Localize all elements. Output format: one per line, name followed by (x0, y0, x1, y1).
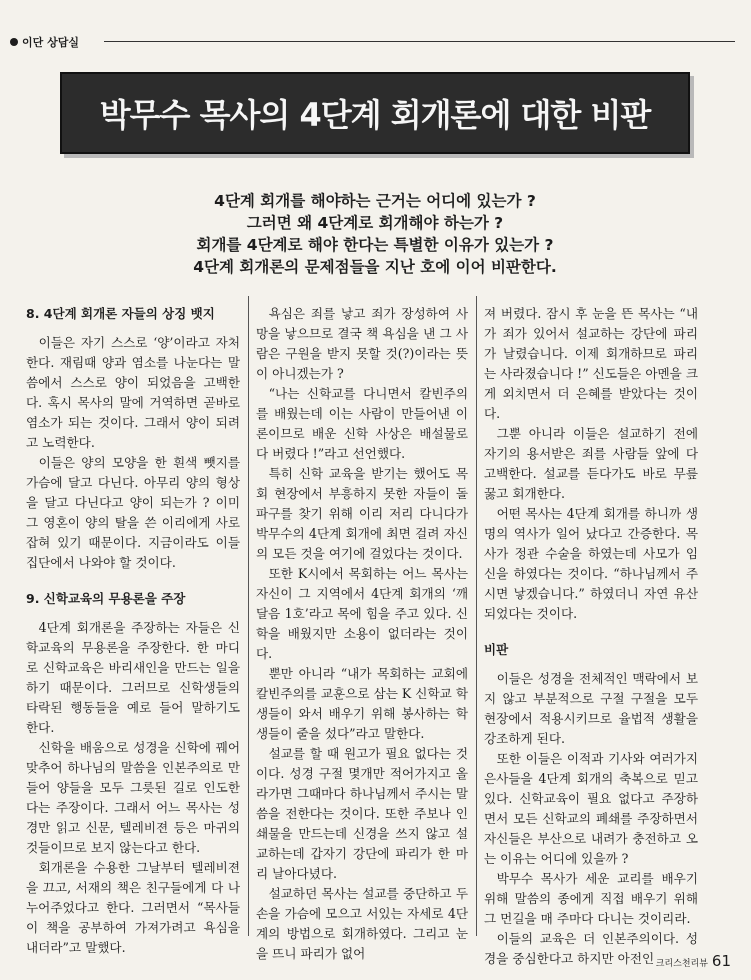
column-divider (248, 296, 249, 936)
title-banner (60, 72, 690, 154)
magazine-name: 크리스천리뷰 (655, 959, 708, 969)
paragraph: 이들은 자기 스스로 ‘양’이라고 자처한다. 재림때 양과 염소를 나눈다는 말씀에서 스스로 양이 되었음을 고백한다. 혹시 목사의 말에 거역하면 곧바로 염소가 되는 것이다. 그래서 양이 되려고 노력한다. (26, 335, 240, 450)
paragraph: 또한 K시에서 목회하는 어느 목사는 자신이 그 지역에서 4단계 회개의 ‘깨달음 1호’라고 목에 힘을 주고 있다. 신학을 배웠지만 소용이 없더라는 것이다. (256, 566, 468, 661)
paragraph: 회개론을 수용한 그날부터 텔레비젼을 끄고, 서재의 책은 친구들에게 다 나누어주었다고 한다. 그러면서 “목사들이 책을 공부하여 가져가려고 욕심을 내더라”고 말했다. (26, 860, 240, 955)
paragraph: 이들은 양의 모양을 한 흰색 뺏지를 가슴에 달고 다닌다. 아무리 양의 형상을 달고 다닌다고 양이 되는가 ? 이미 그 영혼이 양의 탈을 쓴 이리에게 사로잡혀 있기 때문이다. 지금이라도 이들 집단에서 나와야 할 것이다. (26, 455, 240, 570)
article-title: 박무수 목사의 4단계 회개론에 대한 비판 (99, 96, 651, 134)
subheading: 비판 (484, 642, 509, 657)
paragraph: 또한 이들은 이적과 기사와 여러가지 은사들을 4단계 회개의 축복으로 믿고 있다. 신학교육이 필요 없다고 주장하면서 모든 신학교의 폐쇄를 주장하면서 자신들은 부산으로 내려가 충전하고 오는 이유는 어디에 있을까 ? (484, 751, 698, 866)
paragraph: 설교를 할 때 원고가 필요 없다는 것이다. 성경 구절 몇개만 적어가지고 올라가면 그때마다 하나님께서 주시는 말씀을 전한다는 것이다. 또한 주보나 인쇄물을 만드는데 신경을 쓰지 않고 설교하는데 갑자기 강단에 파리가 한 마리 날아다녔다. (256, 746, 468, 881)
column-2 (256, 304, 468, 961)
bullet-icon (10, 38, 18, 46)
intro-line: 그러면 왜 4단계로 회개해야 하는가 ? (246, 214, 504, 232)
paragraph: 설교하던 목사는 설교를 중단하고 두 손을 가슴에 모으고 서있는 자세로 4단계의 방법으로 회개하였다. 그리고 눈을 뜨니 파리가 없어 (256, 886, 468, 961)
paragraph: “나는 신학교를 다니면서 칼빈주의를 배웠는데 이는 사람이 만들어낸 이론이므로 배운 신학 사상은 배설물로 다 버렸다 !”라고 선언했다. (256, 386, 468, 461)
paragraph: 져 버렸다. 잠시 후 눈을 뜬 목사는 “내가 죄가 있어서 설교하는 강단에 파리가 날렸습니다. 이제 회개하므로 파리는 사라졌습니다 !” 신도들은 아멘을 크게 외치면서 더 은혜를 받았다는 것이다. (484, 306, 698, 421)
subheading: 8. 4단계 회개론 자들의 상징 뱃지 (26, 306, 215, 321)
page-number: 61 (711, 952, 731, 970)
page-footer (656, 952, 731, 970)
section-label (10, 34, 79, 50)
paragraph: 박무수 목사가 세운 교리를 배우기 위해 말씀의 종에게 직접 배우기 위해 그 먼길을 매 주마다 다니는 것이리라. (484, 871, 698, 926)
paragraph: 그뿐 아니라 이들은 설교하기 전에 자기의 용서받은 죄를 사람들 앞에 다 고백한다. 설교를 듣다가도 바로 무릎꿇고 회개한다. (484, 426, 698, 501)
column-1 (26, 304, 240, 955)
paragraph: 신학을 배움으로 성경을 신학에 꿰어 맞추어 하나님의 말씀을 인본주의로 만들어 양들을 모두 그릇된 길로 인도한다는 주장이다. 그래서 어느 목사는 성경만 읽고 신문, 텔레비젼 등은 마귀의 것들이므로 보지 않는다고 한다. (26, 740, 240, 855)
section-label-text: 이단 상담실 (22, 36, 79, 49)
header-rule (104, 41, 735, 42)
column-divider (476, 296, 477, 936)
paragraph: 욕심은 죄를 낳고 죄가 장성하여 사망을 낳으므로 결국 책 욕심을 낸 그 사람은 구원을 받지 못할 것(?)이라는 뜻이 아니겠는가 ? (256, 306, 468, 381)
intro-line: 4단계 회개론의 문제점들을 지난 호에 이어 비판한다. (193, 258, 557, 276)
paragraph: 특히 신학 교육을 받기는 했어도 목회 현장에서 부흥하지 못한 자들이 돌파구를 찾기 위해 이리 저리 다니다가 박무수의 4단계 회개에 최면 걸려 자신의 모든 것을 여기에 걸었다는 것이다. (256, 466, 468, 561)
paragraph: 이들은 성경을 전체적인 맥락에서 보지 않고 부분적으로 구절 구절을 모두 현장에서 적용시키므로 율법적 생활을 강조하게 된다. (484, 671, 698, 746)
intro-questions (120, 190, 630, 278)
intro-line: 4단계 회개를 해야하는 근거는 어디에 있는가 ? (214, 192, 536, 210)
paragraph: 뿐만 아니라 “내가 목회하는 교회에 칼빈주의를 교훈으로 삼는 K 신학교 학생들이 와서 배우기 위해 봉사하는 학생들이 줄을 섰다”라고 말한다. (256, 666, 468, 741)
paragraph: 어떤 목사는 4단계 회개를 하니까 생명의 역사가 일어 났다고 간증한다. 목사가 정관 수술을 하였는데 사모가 임신을 하였다는 것이다. “하나님께서 주시면 낳겠습니다.” 하였더니 자연 유산되었다는 것이다. (484, 506, 698, 621)
subheading: 9. 신학교육의 무용론을 주장 (26, 591, 186, 606)
intro-line: 회개를 4단계로 해야 한다는 특별한 이유가 있는가 ? (196, 236, 554, 254)
paragraph: 이들의 교육은 더 인본주의이다. 성경을 중심한다고 하지만 아전인 (484, 931, 698, 966)
paragraph: 4단계 회개론을 주장하는 자들은 신학교육의 무용론을 주장한다. 한 마디로 신학교육은 바리새인을 만드는 일을 하기 때문이다. 그러므로 신학생들의 타락된 행동들을 예로 들어 말하기도 한다. (26, 620, 240, 735)
